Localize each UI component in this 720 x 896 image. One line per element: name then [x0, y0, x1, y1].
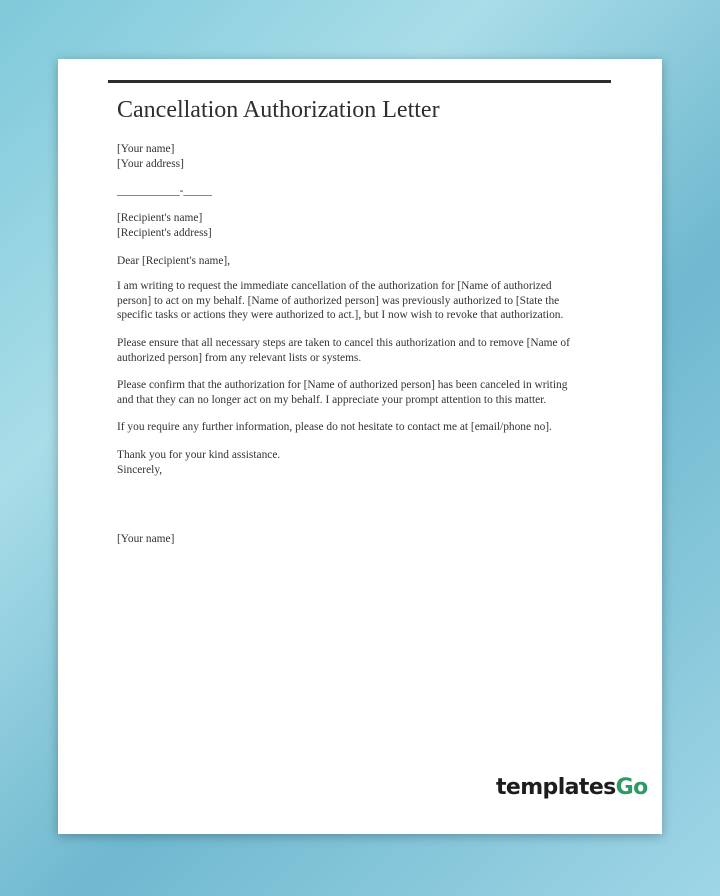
sender-address: [Your address]	[117, 157, 184, 170]
closing-thanks: Thank you for your kind assistance.	[117, 449, 281, 461]
paragraph-2-line: authorized person] from any relevant lists or systems.	[117, 351, 362, 364]
closing-block	[117, 448, 599, 477]
paragraph-1-line: person] to act on my behalf. [Name of authorized person] was previously authorized to [State the	[117, 294, 560, 307]
paragraph-3-line: and that they can no longer act on my behalf. I appreciate your prompt attention to this matter.	[117, 393, 547, 406]
recipient-name: [Recipient's name]	[117, 212, 203, 224]
paragraph-1-line: I am writing to request the immediate cancellation of the authorization for [Name of authorized	[117, 280, 552, 292]
paragraph-1-line: specific tasks or actions they were authorized to act.], but I now wish to revoke that authorization.	[117, 309, 564, 321]
letter-page	[58, 59, 662, 834]
closing-sincerely: Sincerely,	[117, 463, 163, 476]
recipient-address: [Recipient's address]	[117, 226, 212, 239]
top-rule	[108, 80, 611, 83]
logo-text-templates: templates	[496, 775, 616, 800]
paragraph-3	[117, 378, 599, 407]
logo-text-go: Go	[615, 775, 648, 800]
paragraph-2	[117, 336, 599, 365]
sender-name: [Your name]	[117, 143, 175, 155]
paragraph-4: If you require any further information, please do not hesitate to contact me at [email/phone no].	[117, 421, 552, 433]
letter-title: Cancellation Authorization Letter	[117, 97, 440, 123]
sender-block	[117, 142, 599, 171]
paragraph-1	[117, 279, 599, 323]
date-line: ___________-_____	[117, 185, 212, 197]
paragraph-3-line: Please confirm that the authorization for [Name of authorized person] has been canceled in writing	[117, 379, 568, 391]
recipient-block	[117, 211, 599, 240]
paragraph-2-line: Please ensure that all necessary steps are taken to cancel this authorization and to remove [Name of	[117, 337, 570, 349]
signature-name: [Your name]	[117, 533, 175, 545]
templatesgo-logo	[496, 775, 648, 800]
salutation: Dear [Recipient's name],	[117, 255, 231, 267]
